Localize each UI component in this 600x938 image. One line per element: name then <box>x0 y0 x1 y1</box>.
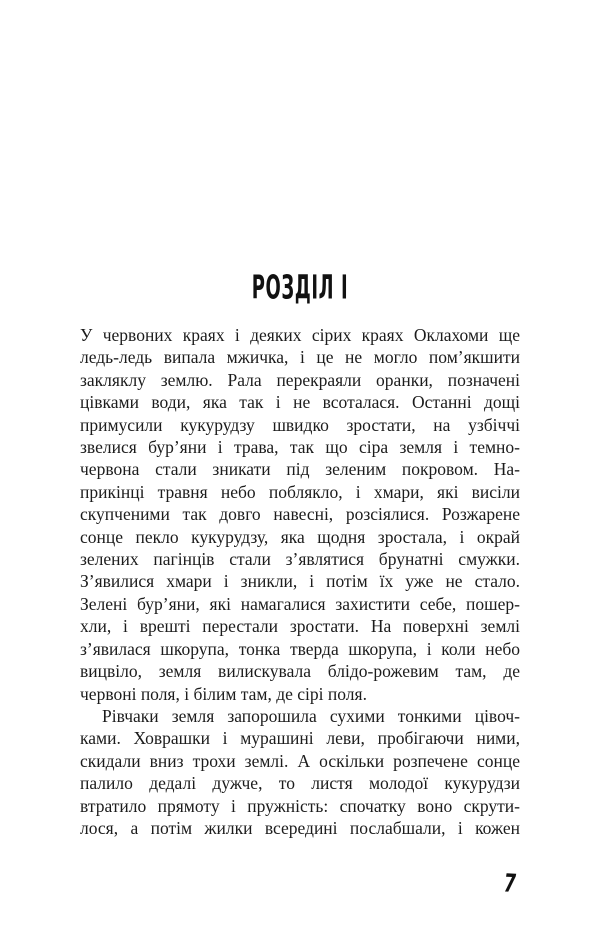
chapter-heading: РОЗДІЛ І <box>251 269 349 307</box>
text-line: примусили кукурудзу швидко зростати, на узбіччі <box>80 414 520 435</box>
text-line: лося, а потім жилки всередині послабшали, і кожен <box>80 817 520 838</box>
text-line: ледь-ледь випала мжичка, і це не могло пом’якшити <box>80 347 520 368</box>
text-line: цівками води, яка так і не всоталася. Останні дощі <box>80 392 520 413</box>
text-line: звелися бур’яни і трава, так що сіра земля і темно- <box>80 437 520 458</box>
text-line: Рівчаки земля запорошила сухими тонкими цівоч- <box>102 705 520 726</box>
text-line: прикінці травня небо поблякло, і хмари, які висіли <box>80 481 520 502</box>
text-line: закляклу землю. Рала перекраяли оранки, позначені <box>80 369 520 390</box>
text-line: ками. Ховрашки і мурашині леви, пробігаючи ними, <box>80 728 520 749</box>
text-line: скупченими так довго навесні, розсіялися. Розжарене <box>80 504 520 525</box>
text-line: червоні поля, і білим там, де сірі поля. <box>80 683 367 704</box>
page-number: 7 <box>503 868 516 898</box>
text-line: З’явилися хмари і зникли, і потім їх уже не стало. <box>80 571 520 592</box>
text-line: вицвіло, земля вилискувала блідо-рожевим там, де <box>80 661 520 682</box>
text-line: палило дедалі дужче, то листя молодої кукурудзи <box>80 773 520 794</box>
text-line: Зелені бур’яни, які намагалися захистити себе, пошер- <box>80 593 520 614</box>
paragraph <box>80 324 520 705</box>
text-line: сонце пекло кукурудзу, яка щодня зростала, і окрай <box>80 526 520 547</box>
text-line: втратило прямоту і пружність: спочатку воно скрути- <box>80 795 520 816</box>
paragraph <box>80 705 520 839</box>
body-text <box>80 324 520 839</box>
text-line: хли, і врешті перестали зростати. На поверхні землі <box>80 616 520 637</box>
text-line: У червоних краях і деяких сірих краях Оклахоми ще <box>80 325 520 345</box>
text-line: зелених пагінців стали з’являтися брунатні смужки. <box>80 549 520 570</box>
text-line: скидали вниз трохи землі. А оскільки розпечене сонце <box>80 750 520 771</box>
text-line: червона стали зникати під зеленим покровом. На- <box>80 459 520 480</box>
text-line: з’явилася шкорупа, тонка тверда шкорупа, і коли небо <box>80 638 520 659</box>
